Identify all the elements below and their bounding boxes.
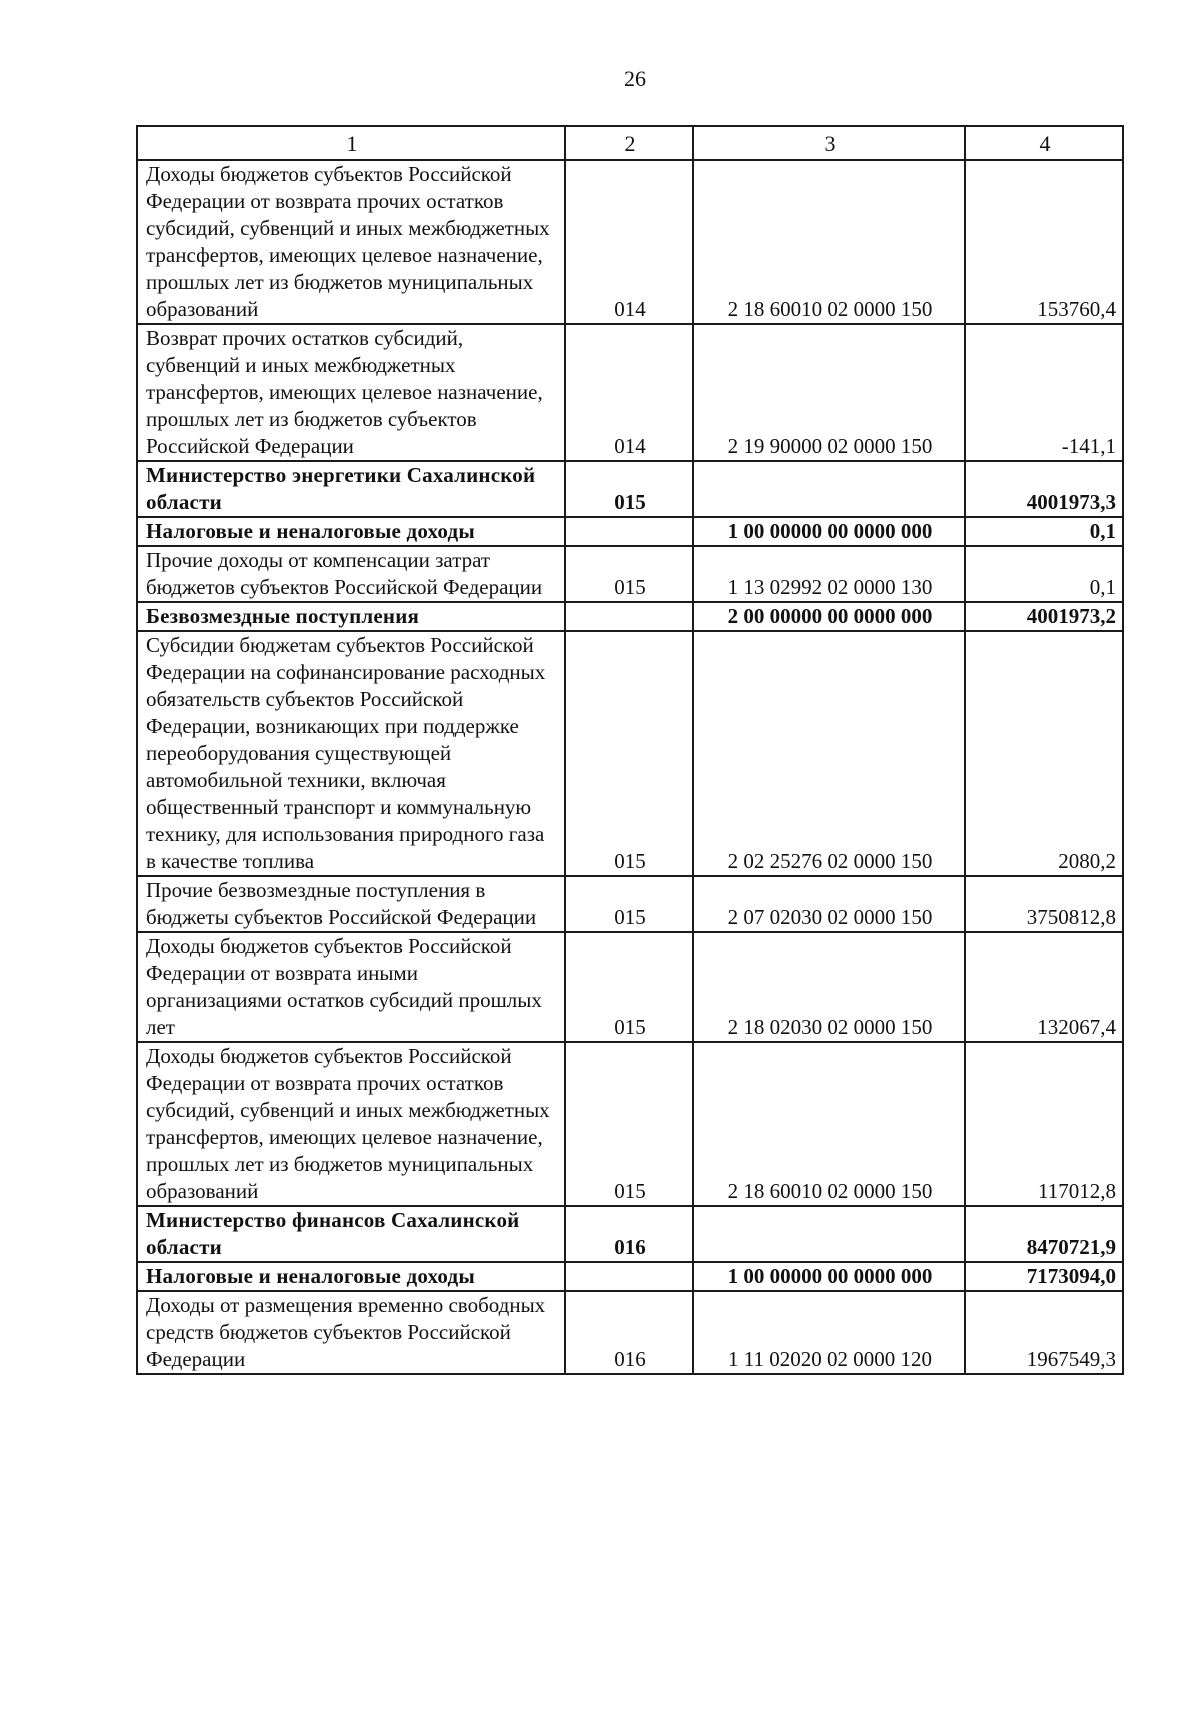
row-amount-cell: 0,1 xyxy=(965,517,1123,546)
row-amount-cell: 117012,8 xyxy=(965,1042,1123,1206)
row-admin-code-cell: 015 xyxy=(565,932,693,1042)
row-admin-code-cell: 014 xyxy=(565,324,693,461)
row-amount-cell: 132067,4 xyxy=(965,932,1123,1042)
row-amount-cell: 0,1 xyxy=(965,546,1123,602)
row-admin-code-cell xyxy=(565,602,693,631)
table-section-row xyxy=(137,1262,1123,1291)
column-header-3: 3 xyxy=(693,126,965,160)
row-admin-code-cell xyxy=(565,1262,693,1291)
table-section-row xyxy=(137,461,1123,517)
table-row xyxy=(137,160,1123,324)
row-admin-code-cell: 014 xyxy=(565,160,693,324)
row-name-cell: Прочие безвозмездные поступления в бюджеты субъектов Российской Федерации xyxy=(137,876,565,932)
row-admin-code-cell: 015 xyxy=(565,461,693,517)
table-section-row xyxy=(137,517,1123,546)
row-admin-code-cell: 015 xyxy=(565,1042,693,1206)
row-classification-code-cell xyxy=(693,1206,965,1262)
table-row xyxy=(137,1291,1123,1374)
row-name-cell: Налоговые и неналоговые доходы xyxy=(137,1262,565,1291)
row-admin-code-cell xyxy=(565,517,693,546)
row-classification-code-cell: 2 19 90000 02 0000 150 xyxy=(693,324,965,461)
column-header-4: 4 xyxy=(965,126,1123,160)
row-admin-code-cell: 015 xyxy=(565,631,693,876)
table-section-row xyxy=(137,1206,1123,1262)
page-number: 26 xyxy=(624,66,646,91)
row-classification-code-cell: 1 00 00000 00 0000 000 xyxy=(693,517,965,546)
table-row xyxy=(137,631,1123,876)
table-row xyxy=(137,324,1123,461)
row-name-cell: Доходы бюджетов субъектов Российской Федерации от возврата прочих остатков субсидий, субвенций и иных межбюджетных трансфертов, имеющих целевое назначение, прошлых лет из бюджетов муниципальных образований xyxy=(137,160,565,324)
row-amount-cell: 4001973,2 xyxy=(965,602,1123,631)
row-classification-code-cell: 2 07 02030 02 0000 150 xyxy=(693,876,965,932)
row-admin-code-cell: 016 xyxy=(565,1206,693,1262)
row-amount-cell: 7173094,0 xyxy=(965,1262,1123,1291)
row-name-cell: Налоговые и неналоговые доходы xyxy=(137,517,565,546)
row-name-cell: Субсидии бюджетам субъектов Российской Федерации на софинансирование расходных обязательств субъектов Российской Федерации, возникающих при поддержке переоборудования существующей автомобильной техники, включая общественный транспорт и коммунальную технику, для использования природного газа в качестве топлива xyxy=(137,631,565,876)
row-name-cell: Министерство финансов Сахалинской области xyxy=(137,1206,565,1262)
revenue-table xyxy=(136,125,1124,1375)
row-amount-cell: 2080,2 xyxy=(965,631,1123,876)
row-classification-code-cell: 1 11 02020 02 0000 120 xyxy=(693,1291,965,1374)
column-header-2: 2 xyxy=(565,126,693,160)
row-classification-code-cell: 1 13 02992 02 0000 130 xyxy=(693,546,965,602)
row-name-cell: Прочие доходы от компенсации затрат бюджетов субъектов Российской Федерации xyxy=(137,546,565,602)
row-name-cell: Министерство энергетики Сахалинской области xyxy=(137,461,565,517)
row-name-cell: Доходы от размещения временно свободных средств бюджетов субъектов Российской Федерации xyxy=(137,1291,565,1374)
table-row xyxy=(137,546,1123,602)
row-admin-code-cell: 016 xyxy=(565,1291,693,1374)
row-amount-cell: -141,1 xyxy=(965,324,1123,461)
row-classification-code-cell: 2 00 00000 00 0000 000 xyxy=(693,602,965,631)
row-name-cell: Доходы бюджетов субъектов Российской Федерации от возврата иными организациями остатков субсидий прошлых лет xyxy=(137,932,565,1042)
row-amount-cell: 8470721,9 xyxy=(965,1206,1123,1262)
row-classification-code-cell: 1 00 00000 00 0000 000 xyxy=(693,1262,965,1291)
column-header-1: 1 xyxy=(137,126,565,160)
table-row xyxy=(137,932,1123,1042)
row-classification-code-cell: 2 18 60010 02 0000 150 xyxy=(693,160,965,324)
table-header-row xyxy=(137,126,1123,160)
row-name-cell: Доходы бюджетов субъектов Российской Федерации от возврата прочих остатков субсидий, субвенций и иных межбюджетных трансфертов, имеющих целевое назначение, прошлых лет из бюджетов муниципальных образований xyxy=(137,1042,565,1206)
row-amount-cell: 4001973,3 xyxy=(965,461,1123,517)
row-amount-cell: 153760,4 xyxy=(965,160,1123,324)
row-admin-code-cell: 015 xyxy=(565,876,693,932)
table-row xyxy=(137,1042,1123,1206)
row-name-cell: Возврат прочих остатков субсидий, субвенций и иных межбюджетных трансфертов, имеющих целевое назначение, прошлых лет из бюджетов субъектов Российской Федерации xyxy=(137,324,565,461)
table-row xyxy=(137,876,1123,932)
table-body xyxy=(137,160,1123,1374)
row-classification-code-cell: 2 02 25276 02 0000 150 xyxy=(693,631,965,876)
row-amount-cell: 3750812,8 xyxy=(965,876,1123,932)
row-amount-cell: 1967549,3 xyxy=(965,1291,1123,1374)
row-classification-code-cell: 2 18 02030 02 0000 150 xyxy=(693,932,965,1042)
row-name-cell: Безвозмездные поступления xyxy=(137,602,565,631)
row-classification-code-cell: 2 18 60010 02 0000 150 xyxy=(693,1042,965,1206)
row-admin-code-cell: 015 xyxy=(565,546,693,602)
table-section-row xyxy=(137,602,1123,631)
row-classification-code-cell xyxy=(693,461,965,517)
